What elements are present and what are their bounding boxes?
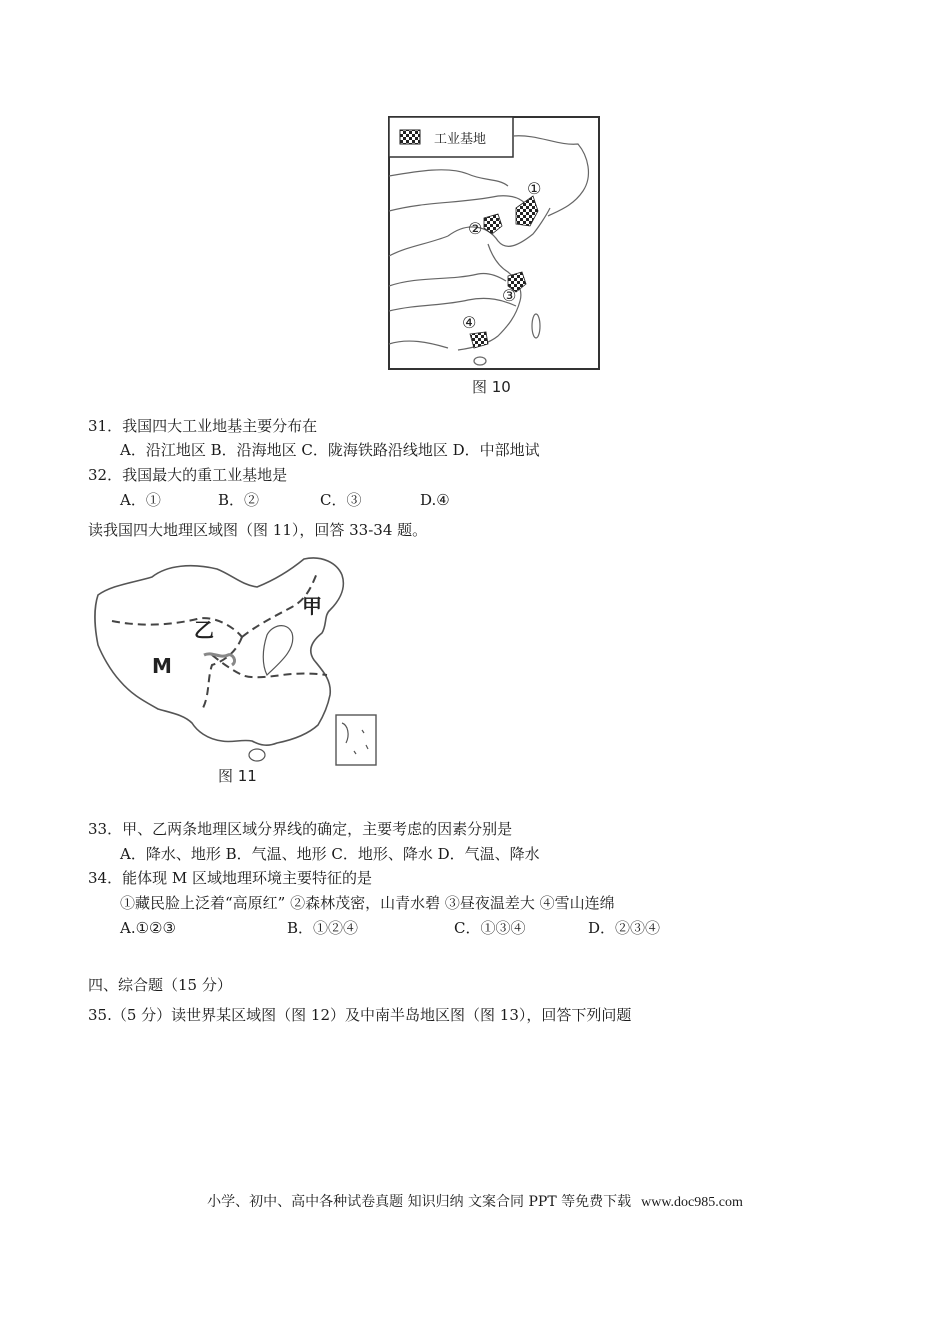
hainan-island	[249, 749, 265, 761]
figure-10-map	[388, 116, 604, 402]
legend-label: 工业基地	[434, 132, 487, 147]
checker-legend-icon	[400, 130, 420, 144]
figure-11-map	[92, 555, 384, 787]
q34-option-d: D．②③④	[588, 919, 661, 937]
q33-options: A．降水、地形 B．气温、地形 C．地形、降水 D．气温、降水	[120, 845, 540, 863]
q34-statements: ①藏民脸上泛着“高原红” ②森林茂密，山青水碧 ③昼夜温差大 ④雪山连绵	[120, 894, 615, 912]
footer-text: 小学、初中、高中各种试卷真题 知识归纳 文案合同 PPT 等免费下载	[207, 1194, 632, 1210]
marker-1: ①	[527, 179, 542, 198]
page-footer	[0, 1192, 950, 1213]
q34-stem: 34．能体现 M 区域地理环境主要特征的是	[88, 869, 372, 887]
q35-stem: 35.（5 分）读世界某区域图（图 12）及中南半岛地区图（图 13），回答下列问题	[88, 1006, 632, 1024]
q34-option-c: C．①③④	[454, 919, 526, 937]
marker-3: ③	[502, 286, 517, 305]
south-china-sea-inset	[336, 715, 376, 765]
marker-2: ②	[468, 219, 483, 238]
q33-stem: 33．甲、乙两条地理区域分界线的确定，主要考虑的因素分别是	[88, 820, 513, 838]
boundary-qingzang	[202, 637, 242, 710]
figure-10-caption: 图 10	[472, 378, 511, 396]
q32-option-c: C．③	[320, 491, 362, 509]
q32-option-a: A．①	[120, 491, 161, 509]
intro-33-34: 读我国四大地理区域图（图 11），回答 33-34 题。	[88, 521, 428, 539]
q32-option-d: D.④	[420, 491, 450, 509]
boundary-yi	[112, 618, 242, 637]
boundary-qinling	[212, 655, 327, 677]
q34-option-a: A.①②③	[120, 919, 176, 937]
label-m: M	[152, 654, 172, 678]
footer-url[interactable]: www.doc985.com	[641, 1195, 743, 1210]
q32-stem: 32．我国最大的重工业基地是	[88, 466, 288, 484]
q32-option-b: B．②	[218, 491, 260, 509]
bohai-coast	[263, 626, 293, 675]
marker-4: ④	[462, 313, 477, 332]
q31-options: A．沿江地区 B．沿海地区 C．陇海铁路沿线地区 D．中部地试	[120, 441, 540, 459]
china-outline	[95, 558, 343, 745]
figure-11-svg	[92, 555, 384, 787]
figure-11-caption: 图 11	[218, 767, 257, 785]
label-yi: 乙	[194, 618, 214, 642]
figure-10-svg	[388, 116, 604, 402]
label-jia: 甲	[302, 594, 322, 618]
q34-option-b: B．①②④	[287, 919, 359, 937]
q31-stem: 31．我国四大工业地基主要分布在	[88, 417, 318, 435]
section-4-heading: 四、综合题（15 分）	[88, 976, 232, 994]
river-line	[204, 654, 235, 665]
